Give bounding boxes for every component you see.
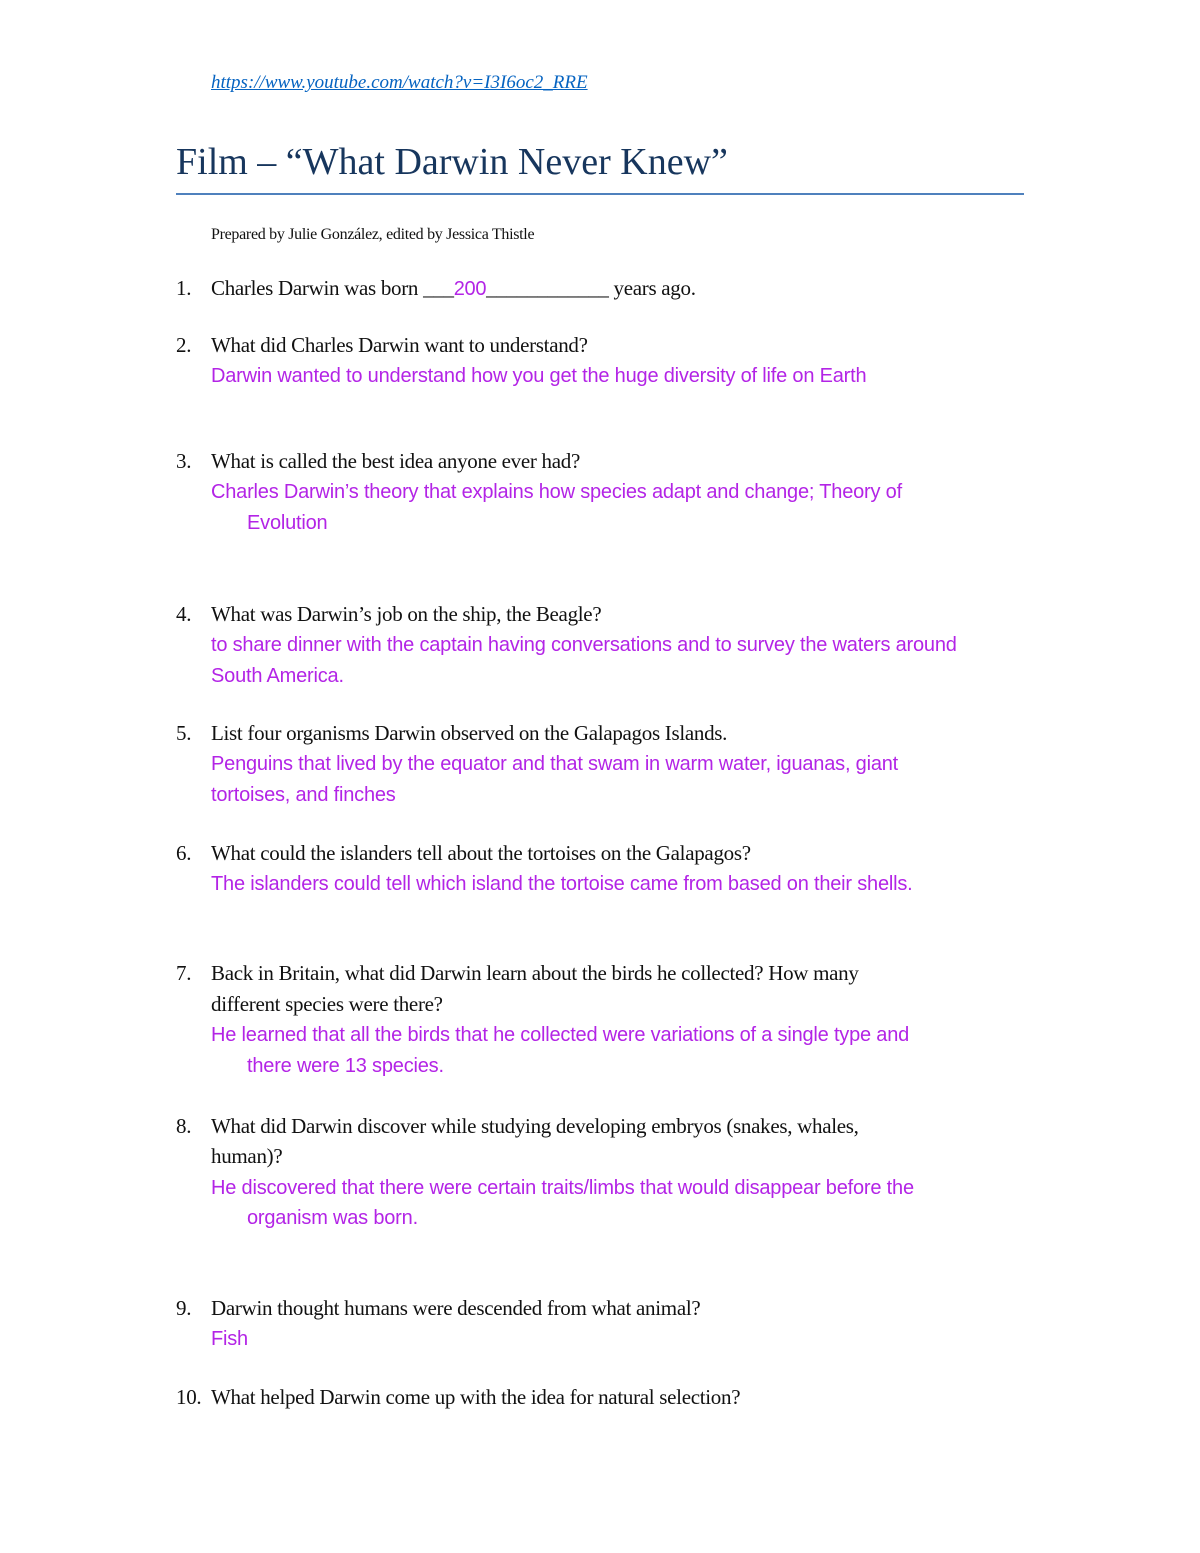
page-title: Film – “What Darwin Never Knew” xyxy=(176,141,728,183)
answer-text: tortoises, and finches xyxy=(211,784,396,806)
answer-text: He learned that all the birds that he collected were variations of a single type and xyxy=(211,1024,910,1046)
answer-text: He discovered that there were certain traits/limbs that would disappear before the xyxy=(211,1177,914,1199)
answer-text: there were 13 species. xyxy=(247,1055,444,1077)
answer-text: to share dinner with the captain having conversations and to survey the waters around xyxy=(211,634,957,656)
video-link[interactable]: https://www.youtube.com/watch?v=I3I6oc2_RRE xyxy=(211,72,588,93)
question-text: Charles Darwin was born ___ xyxy=(211,276,454,300)
question-text: What helped Darwin come up with the idea for natural selection? xyxy=(211,1385,741,1409)
question-number: 1. xyxy=(176,276,192,300)
question-number: 2. xyxy=(176,333,192,357)
answer-text: South America. xyxy=(211,665,344,687)
question-text: Darwin thought humans were descended from what animal? xyxy=(211,1296,701,1320)
answer-text: Charles Darwin’s theory that explains how species adapt and change; Theory of xyxy=(211,481,902,503)
question-number: 10. xyxy=(176,1385,202,1409)
title-underline xyxy=(176,193,1024,195)
question-text: human)? xyxy=(211,1144,283,1168)
question-number: 6. xyxy=(176,841,192,865)
question-text: List four organisms Darwin observed on the Galapagos Islands. xyxy=(211,721,728,745)
answer-text: 200 xyxy=(453,278,487,300)
question-number: 8. xyxy=(176,1114,192,1138)
answer-text: Penguins that lived by the equator and that swam in warm water, iguanas, giant xyxy=(211,753,899,775)
answer-text: The islanders could tell which island the tortoise came from based on their shells. xyxy=(211,873,913,895)
question-text: different species were there? xyxy=(211,992,443,1016)
question-1 xyxy=(211,274,696,303)
answer-text: Evolution xyxy=(247,512,328,534)
question-text: Back in Britain, what did Darwin learn about the birds he collected? How many xyxy=(211,961,859,985)
question-text: ____________ years ago. xyxy=(486,276,696,300)
question-text: What did Darwin discover while studying developing embryos (snakes, whales, xyxy=(211,1114,859,1138)
question-number: 7. xyxy=(176,961,192,985)
question-number: 5. xyxy=(176,721,192,745)
question-number: 9. xyxy=(176,1296,192,1320)
question-text: What could the islanders tell about the tortoises on the Galapagos? xyxy=(211,841,751,865)
question-text: What did Charles Darwin want to understand? xyxy=(211,333,588,357)
question-text: What is called the best idea anyone ever had? xyxy=(211,449,580,473)
question-number: 3. xyxy=(176,449,192,473)
answer-text: Darwin wanted to understand how you get the huge diversity of life on Earth xyxy=(211,365,867,387)
question-number: 4. xyxy=(176,602,192,626)
answer-text: Fish xyxy=(211,1328,248,1350)
question-text: What was Darwin’s job on the ship, the Beagle? xyxy=(211,602,602,626)
byline: Prepared by Julie González, edited by Jessica Thistle xyxy=(211,226,535,243)
answer-text: organism was born. xyxy=(247,1207,418,1229)
